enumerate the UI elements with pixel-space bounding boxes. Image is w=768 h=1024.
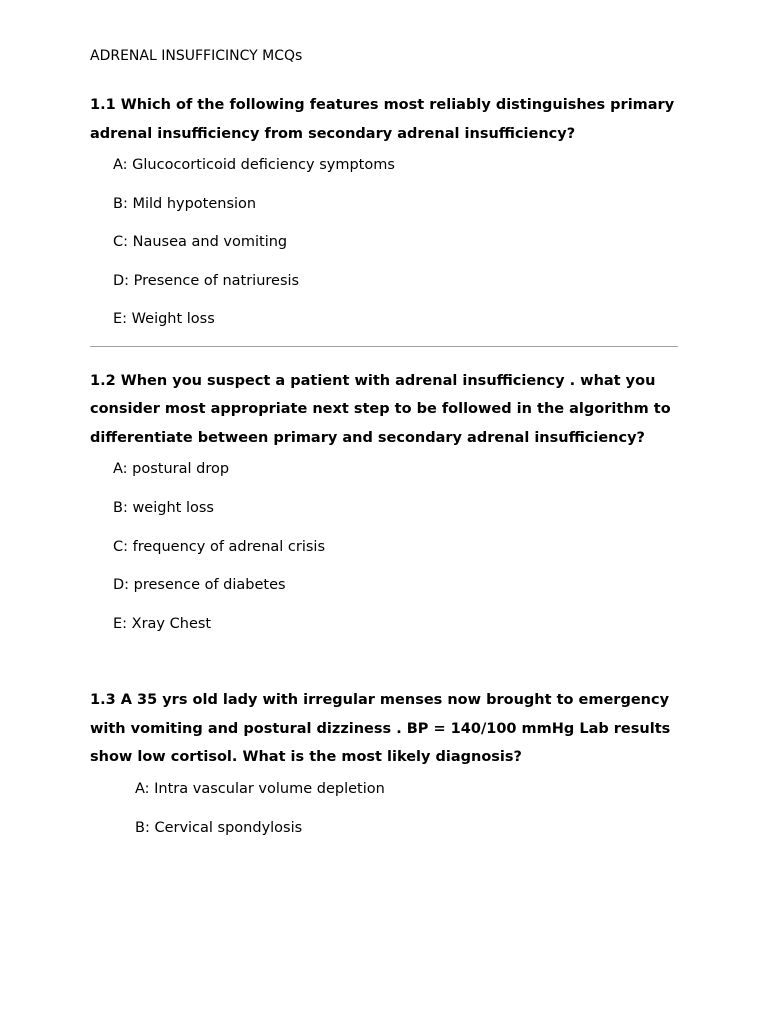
question-1-2: [90, 367, 678, 634]
option-list: [90, 779, 678, 838]
question-stem: 1.3 A 35 yrs old lady with irregular menses now brought to emergency with vomiting and postural dizziness . BP = 140/100 mmHg Lab results show low cortisol. What is the most likely diagnosis?: [90, 692, 671, 766]
question-stem: 1.2 When you suspect a patient with adrenal insufficiency . what you consider most appropriate next step to be followed in the algorithm to differentiate between primary and secondary adrenal insufficiency?: [90, 372, 671, 446]
document-title: ADRENAL INSUFFICINCY MCQs: [90, 48, 303, 64]
option-c: C: Nausea and vomiting: [113, 234, 288, 251]
option-b: B: weight loss: [113, 500, 214, 517]
option-a: A: Glucocorticoid deficiency symptoms: [113, 157, 395, 173]
option-a: A: Intra vascular volume depletion: [135, 780, 385, 797]
option-d: D: presence of diabetes: [113, 577, 286, 594]
question-1-3: [90, 686, 678, 837]
option-e: E: Weight loss: [113, 311, 215, 328]
question-1-1: [90, 91, 678, 329]
option-d: D: Presence of natriuresis: [113, 272, 300, 289]
section-divider: [90, 346, 678, 347]
option-b: B: Mild hypotension: [113, 195, 257, 212]
option-c: C: frequency of adrenal crisis: [113, 538, 326, 555]
option-b: B: Cervical spondylosis: [135, 819, 303, 836]
option-e: E: Xray Chest: [113, 615, 212, 632]
option-list: [90, 155, 678, 329]
document-page: [90, 46, 678, 856]
option-a: A: postural drop: [113, 461, 230, 478]
option-list: [90, 459, 678, 633]
spacer: [90, 652, 678, 686]
question-stem: 1.1 Which of the following features most reliably distinguishes primary adrenal insufficiency from secondary adrenal insufficiency?: [90, 97, 675, 142]
